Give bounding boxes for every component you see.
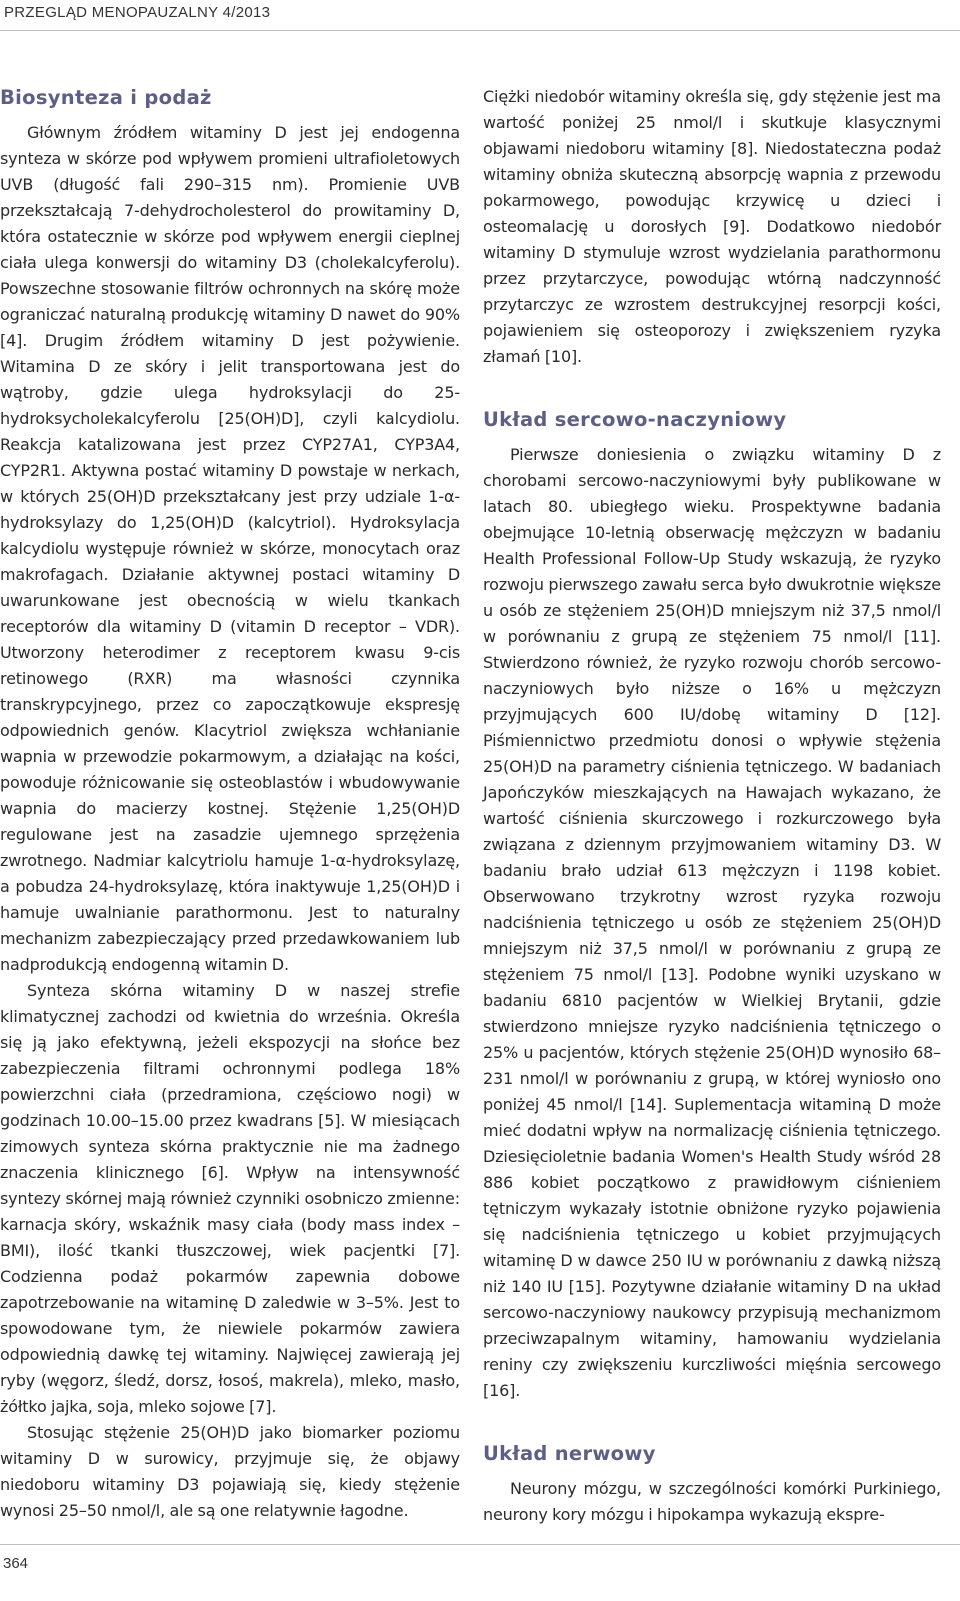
left-column xyxy=(0,84,460,1524)
body-paragraph: Stosując stężenie 25(OH)D jako biomarker poziomu witaminy D w surowicy, przyjmuje się, że objawy niedoboru witaminy D3 pojawiają się, kiedy stężenie wynosi 25–50 nmol/l, ale są one relatywnie łagodne. xyxy=(0,1423,460,1520)
body-paragraph: Głównym źródłem witaminy D jest jej endogenna synteza w skórze pod wpływem promieni ultrafioletowych UVB (długość fali 290–315 nm). Promienie UVB przekształcają 7-dehydrocholesterol do prowitaminy D, która ostatecznie w skórze pod wpływem energii cieplnej ciała ulega konwersji do witaminy D3 (cholekalcyferolu). Powszechne stosowanie filtrów ochronnych na skórę może ograniczać naturalną produkcję witaminy D nawet do 90% [4]. Drugim źródłem witaminy D jest pożywienie. Witamina D ze skóry i jelit transportowana jest do wątroby, gdzie ulega hydroksylacji do 25-hydroksycholekalcyferolu [25(OH)D], czyli kalcydiolu. Reakcja katalizowana jest przez CYP27A1, CYP3A4, CYP2R1. Aktywna postać witaminy D powstaje w nerkach, w których 25(OH)D przekształcany jest przy udziale 1-α-hydroksylazy do 1,25(OH)D (kalcytriol). Hydroksylacja kalcydiolu występuje również w skórze, monocytach oraz makrofagach. Działanie aktywnej postaci witaminy D uwarunkowane jest obecnością w wielu tkankach receptorów dla witaminy D (vitamin D receptor – VDR). Utworzony heterodimer z receptorem kwasu 9-cis retinowego (RXR) ma własności czynnika transkrypcyjnego, przez co zapoczątkowuje ekspresję odpowiednich genów. Klacytriol zwiększa wchłanianie wapnia w przewodzie pokarmowym, a działając na kości, powoduje różnicowanie się osteoblastów i wbudowywanie wapnia do macierzy kostnej. Stężenie 1,25(OH)D regulowane jest na zasadzie ujemnego sprzężenia zwrotnego. Nadmiar kalcytriolu hamuje 1-α-hydroksylazę, a pobudza 24-hydroksylazę, która inaktywuje 1,25(OH)D i hamuje uwalnianie parathormonu. Jest to naturalny mechanizm zabezpieczający przed przedawkowaniem lub nadprodukcją endogenną witamin D. xyxy=(0,123,460,974)
journal-title: PRZEGLĄD MENOPAUZALNY 4/2013 xyxy=(4,4,271,21)
body-paragraph: Synteza skórna witaminy D w naszej strefie klimatycznej zachodzi od kwietnia do września. Określa się ją jako efektywną, jeżeli ekspozycji na słońce bez zabezpieczenia filtrami ochronnymi podlega 18% powierzchni ciała (przedramiona, częściowo nogi) w godzinach 10.00–15.00 przez kwadrans [5]. W miesiącach zimowych synteza skórna praktycznie nie ma żadnego znaczenia klinicznego [6]. Wpływ na intensywność syntezy skórnej mają również czynniki osobniczo zmienne: karnacja skóry, wskaźnik masy ciała (body mass index – BMI), ilość tkanki tłuszczowej, wiek pacjentki [7]. Codzienna podaż pokarmów zapewnia dobowe zapotrzebowanie na witaminę D zaledwie w 3–5%. Jest to spowodowane tym, że niewiele pokarmów zawiera odpowiednią dawkę tej witaminy. Najwięcej zawierają jej ryby (węgorz, śledź, dorsz, łosoś, makrela), mleko, masło, żółtko jajka, soja, mleko sojowe [7]. xyxy=(0,981,460,1416)
page-footer xyxy=(0,1544,960,1601)
section-title-nervous-system: Układ nerwowy xyxy=(483,1442,656,1465)
body-paragraph: Pierwsze doniesienia o związku witaminy D z chorobami sercowo-naczyniowymi były publikowane w latach 80. ubiegłego wieku. Prospektywne badania obejmujące 10-letnią obserwację mężczyzn w badaniu Health Professional Follow-Up Study wskazują, że ryzyko rozwoju pierwszego zawału serca było dwukrotnie większe u osób ze stężeniem 25(OH)D mniejszym niż 37,5 nmol/l w porównaniu z grupą ze stężeniem 75 nmol/l [11]. Stwierdzono również, że ryzyko rozwoju chorób sercowo-naczyniowych było niższe o 16% u mężczyzn przyjmujących 600 IU/dobę witaminy D [12]. Piśmiennictwo przedmiotu donosi o wpływie stężenia 25(OH)D na parametry ciśnienia tętniczego. W badaniach Japończyków mieszkających na Hawajach wykazano, że wartość ciśnienia skurczowego i rozkurczowego była związana z dziennym przyjmowaniem witaminy D3. W badaniu brało udział 613 mężczyzn i 1198 kobiet. Obserwowano trzykrotny wzrost ryzyka rozwoju nadciśnienia tętniczego u osób ze stężeniem 25(OH)D mniejszym niż 37,5 nmol/l w porównaniu z grupą ze stężeniem 75 nmol/l [13]. Podobne wyniki uzyskano w badaniu 6810 pacjentów w Wielkiej Brytanii, gdzie stwierdzono mniejsze ryzyko nadciśnienia tętniczego o 25% u pacjentów, których stężenie 25(OH)D wynosiło 68–231 nmol/l w porównaniu z grupą, w której wyniosło ono poniżej 45 nmol/l [14]. Suplementacja witaminą D może mieć dodatni wpływ na normalizację ciśnienia tętniczego. Dziesięcioletnie badania Women's Health Study wśród 28 886 kobiet początkowo z prawidłowym ciśnieniem tętniczym wykazały istotnie obniżone ryzyko pojawienia się nadciśnienia tętniczego u kobiet przyjmujących witaminę D w dawce 250 IU w porównaniu z dawką niższą niż 140 IU [15]. Pozytywne działanie witaminy D na układ sercowo-naczyniowy naukowcy przypisują mechanizmom przeciwzapalnym witaminy, hamowaniu wydzielania reniny czy zwiększeniu kurczliwości mięśnia sercowego [16]. xyxy=(483,445,941,1400)
running-header xyxy=(0,0,960,31)
body-paragraph: Ciężki niedobór witaminy określa się, gdy stężenie jest ma wartość poniżej 25 nmol/l i skutkuje klasycznymi objawami niedoboru witaminy [8]. Niedostateczna podaż witaminy obniża skuteczną absorpcję wapnia z przewodu pokarmowego, powodując krzywicę u dzieci i osteomalację u dorosłych [9]. Dodatkowo niedobór witaminy D stymuluje wzrost wydzielania parathormonu przez przytarczyce, powodując wtórną nadczynność przytarczyc ze wzrostem destrukcyjnej resorpcji kości, pojawieniem się osteoporozy i zwiększeniem ryzyka złamań [10]. xyxy=(483,87,941,366)
section-title-biosynthesis: Biosynteza i podaż xyxy=(0,86,212,109)
right-column xyxy=(483,84,941,1528)
section-title-cardiovascular: Układ sercowo-naczyniowy xyxy=(483,408,787,431)
page-number: 364 xyxy=(3,1555,29,1572)
body-paragraph: Neurony mózgu, w szczególności komórki Purkiniego, neurony kory mózgu i hipokampa wykazują ekspre- xyxy=(483,1479,941,1524)
